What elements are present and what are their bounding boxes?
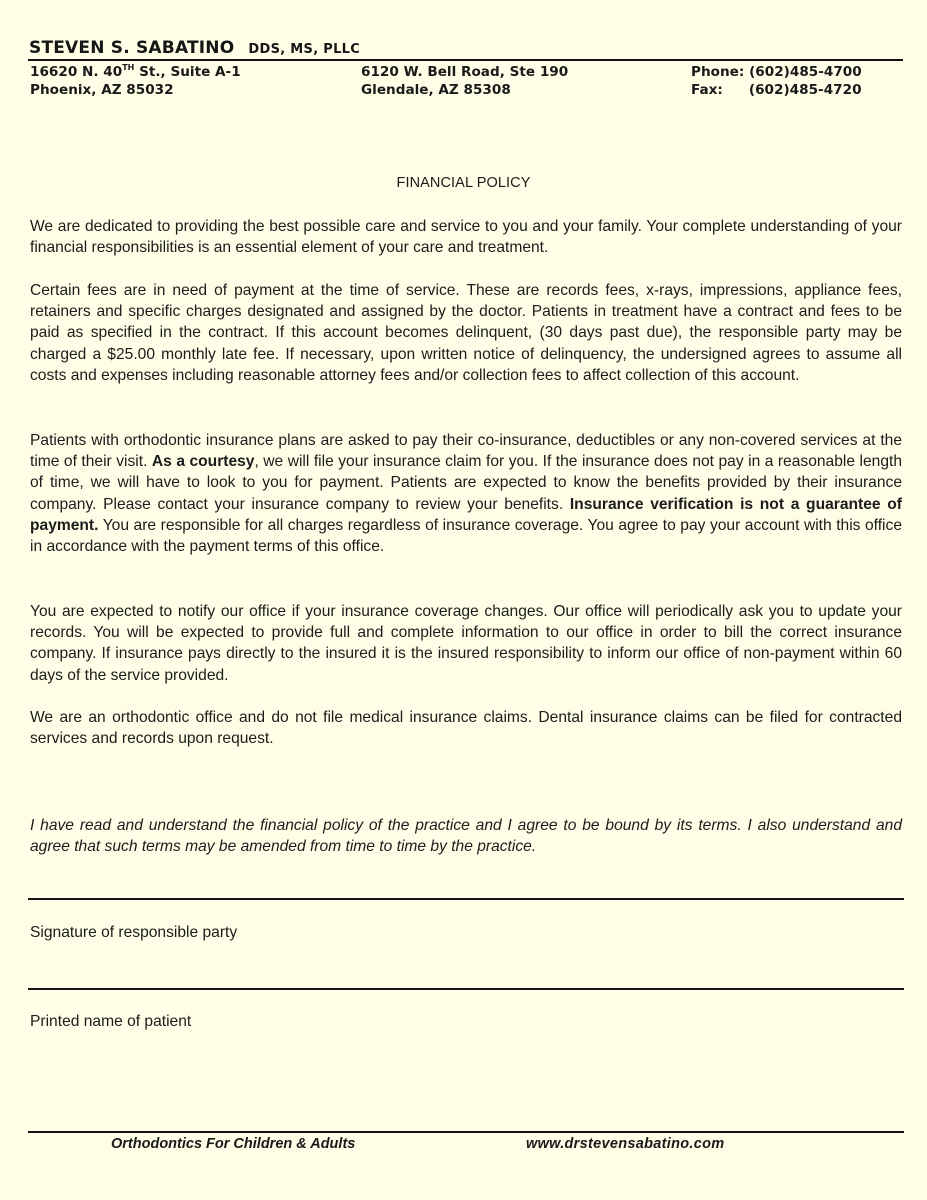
fax-row [691, 81, 862, 99]
document-title: FINANCIAL POLICY [396, 175, 531, 191]
signature-line[interactable] [28, 898, 904, 900]
doctor-name: STEVEN S. SABATINO [29, 38, 235, 58]
insurance-text-2: , we will file your insurance claim for you. If the insurance does not pay in a reasonable length of time, we will have to look to you for payment. Patients are expected to know the benefits provided by their insurance company. Please contact your insurance company to review your benefits. [30, 453, 902, 513]
office-glendale-street: 6120 W. Bell Road, Ste 190 [361, 64, 569, 80]
insurance-text-3: You are responsible for all charges regardless of insurance coverage. You agree to pay your account with this office in accordance with the payment terms of this office. [30, 516, 902, 556]
doctor-credentials: DDS, MS, PLLC [248, 42, 361, 57]
insurance-text-1: Patients with orthodontic insurance plans are asked to pay their co-insurance, deductibles or any non-covered services at the time of their visit. [30, 432, 902, 471]
letterhead-divider [28, 59, 443, 61]
letterhead-divider-right [440, 59, 903, 61]
signature-label: Signature of responsible party [30, 924, 238, 941]
office-phoenix-city: Phoenix, AZ 85032 [30, 82, 174, 98]
policy-paragraph-intro: We are dedicated to providing the best possible care and service to you and your family. Your complete understanding of your financial responsibilities is an essential element of your care and treatment. [30, 218, 902, 257]
street-number: 16620 N. 40 [30, 64, 123, 80]
office-glendale-address [361, 63, 568, 99]
footer-tagline: Orthodontics For Children & Adults [111, 1136, 356, 1152]
street-suffix: St., Suite A-1 [134, 64, 241, 80]
printed-name-label: Printed name of patient [30, 1013, 192, 1030]
courtesy-emphasis: As a courtesy [151, 453, 255, 471]
phone-label: Phone: [691, 64, 745, 80]
office-phoenix-street [30, 63, 241, 81]
policy-paragraph-coverage-changes: You are expected to notify our office if your insurance coverage changes. Our office will periodically ask you to update your records. You will be expected to provide full and complete information to our office in order to bill the correct insurance company. If insurance pays directly to the insured it is the insured responsibility to inform our office of non-payment within 60 days of the service provided. [30, 603, 902, 684]
phone-row [691, 63, 862, 81]
office-glendale-city: Glendale, AZ 85308 [361, 82, 511, 98]
policy-paragraph-fees: Certain fees are in need of payment at the time of service. These are records fees, x-rays, impressions, appliance fees, retainers and specific charges designated and assigned by the doctor. Patients in treatment have a contract and fees to be paid as specified in the contract. If this account becomes delinquent, (30 days past due), the responsible party may be charged a $25.00 monthly late fee. If necessary, upon written notice of delinquency, the undersigned agrees to assume all costs and expenses including reasonable attorney fees and/or collection fees to affect collection of this account. [30, 282, 902, 384]
fax-number: (602)485-4720 [748, 82, 862, 98]
practice-name-heading [29, 38, 360, 58]
policy-paragraph-insurance [30, 430, 902, 557]
verification-emphasis: Insurance verification is not a guarantee of payment. [30, 495, 902, 534]
office-phoenix-address [30, 63, 241, 99]
phone-number: (602)485-4700 [749, 64, 862, 80]
footer-divider [28, 1131, 904, 1133]
fax-label: Fax: [691, 82, 723, 98]
acknowledgement-statement: I have read and understand the financial policy of the practice and I agree to be bound by its terms. I also understand and agree that such terms may be amended from time to time by the practice. [30, 817, 902, 856]
policy-paragraph-claims: We are an orthodontic office and do not file medical insurance claims. Dental insurance claims can be filed for contracted services and records upon request. [30, 709, 902, 748]
contact-info [691, 63, 862, 99]
footer-website: www.drstevensabatino.com [526, 1136, 725, 1152]
printed-name-line[interactable] [28, 988, 904, 990]
street-ordinal: TH [122, 63, 135, 72]
